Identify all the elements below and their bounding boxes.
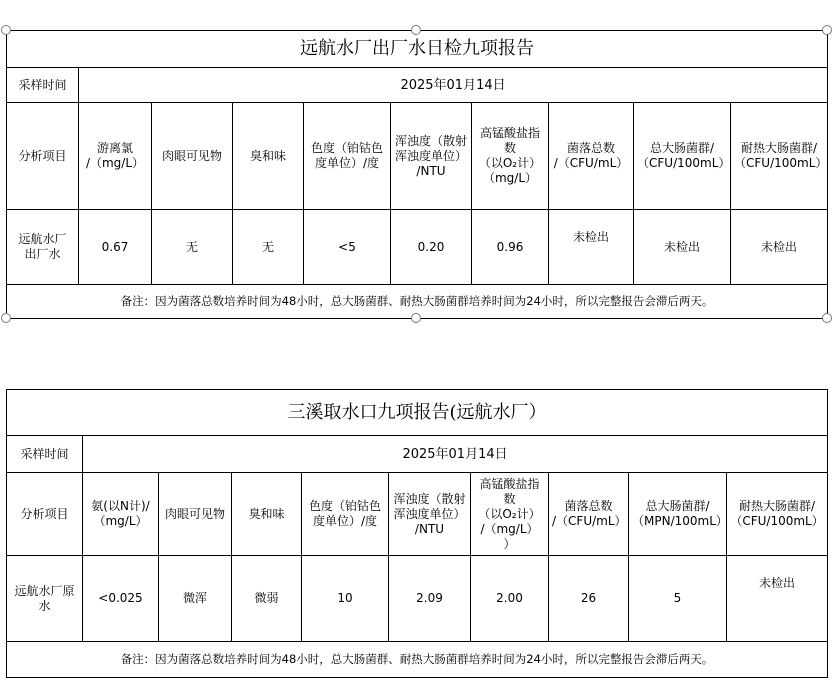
column-header: 高锰酸盐指数 （以O₂计） /（mg/L） ） xyxy=(471,473,549,556)
value-cell: 微浑 xyxy=(159,556,232,642)
column-header: 浑浊度（散射浑浊度单位） /NTU xyxy=(389,473,471,556)
column-header: 色度（铂钴色度单位）/度 xyxy=(302,473,389,556)
value-cell: 2.09 xyxy=(389,556,471,642)
column-header: 色度（铂钴色度单位）/度 xyxy=(304,103,391,210)
item-label: 分析项目 xyxy=(7,473,83,556)
report-title: 三溪取水口九项报告(远航水厂） xyxy=(7,390,828,436)
resize-handle[interactable] xyxy=(822,25,832,35)
value-cell: 2.00 xyxy=(471,556,549,642)
report-title: 远航水厂出厂水日检九项报告 xyxy=(7,31,828,68)
value-cell: 0.20 xyxy=(391,210,472,285)
report-note: 备注：因为菌落总数培养时间为48小时，总大肠菌群、耐热大肠菌群培养时间为24小时，所以完整报告会滞后两天。 xyxy=(7,285,828,319)
sample-date: 2025年01月14日 xyxy=(79,68,828,103)
column-header: 氨(以N计)/ （mg/L） xyxy=(83,473,159,556)
value-cell: 未检出 xyxy=(731,210,828,285)
value-cell: 未检出 xyxy=(634,210,731,285)
column-header: 耐热大肠菌群/ （CFU/100mL） xyxy=(727,473,828,556)
column-header: 臭和味 xyxy=(232,473,302,556)
column-header: 高锰酸盐指数 （以O₂计） （mg/L） xyxy=(472,103,549,210)
resize-handle[interactable] xyxy=(1,25,11,35)
value-cell: 未检出 xyxy=(727,556,828,642)
column-header: 游离氯 /（mg/L） xyxy=(79,103,152,210)
sample-time-label: 采样时间 xyxy=(7,68,79,103)
report-1-table xyxy=(6,30,828,319)
value-cell: <5 xyxy=(304,210,391,285)
column-header: 菌落总数 /（CFU/mL） xyxy=(549,473,629,556)
value-cell: 无 xyxy=(152,210,233,285)
column-header: 肉眼可见物 xyxy=(152,103,233,210)
report-2 xyxy=(6,389,827,678)
column-header: 肉眼可见物 xyxy=(159,473,232,556)
resize-handle[interactable] xyxy=(411,25,421,35)
value-cell: 0.67 xyxy=(79,210,152,285)
report-2-table xyxy=(6,389,828,678)
value-cell: 5 xyxy=(629,556,727,642)
value-cell: <0.025 xyxy=(83,556,159,642)
column-header: 浑浊度（散射浑浊度单位） /NTU xyxy=(391,103,472,210)
sample-time-label: 采样时间 xyxy=(7,436,83,473)
item-label: 分析项目 xyxy=(7,103,79,210)
resize-handle[interactable] xyxy=(411,313,421,323)
column-header: 总大肠菌群/ （CFU/100mL） xyxy=(634,103,731,210)
report-1 xyxy=(6,30,827,319)
column-header: 耐热大肠菌群/ （CFU/100mL） xyxy=(731,103,828,210)
row-label: 远航水厂原水 xyxy=(7,556,83,642)
row-label: 远航水厂 出厂水 xyxy=(7,210,79,285)
value-cell: 0.96 xyxy=(472,210,549,285)
column-header: 总大肠菌群/ （MPN/100mL） xyxy=(629,473,727,556)
value-cell: 无 xyxy=(233,210,304,285)
value-cell: 26 xyxy=(549,556,629,642)
resize-handle[interactable] xyxy=(822,313,832,323)
report-note: 备注：因为菌落总数培养时间为48小时，总大肠菌群、耐热大肠菌群培养时间为24小时，所以完整报告会滞后两天。 xyxy=(7,642,828,678)
value-cell: 微弱 xyxy=(232,556,302,642)
sample-date: 2025年01月14日 xyxy=(83,436,828,473)
column-header: 臭和味 xyxy=(233,103,304,210)
value-cell: 未检出 xyxy=(549,210,634,285)
value-cell: 10 xyxy=(302,556,389,642)
column-header: 菌落总数 /（CFU/mL） xyxy=(549,103,634,210)
resize-handle[interactable] xyxy=(1,313,11,323)
